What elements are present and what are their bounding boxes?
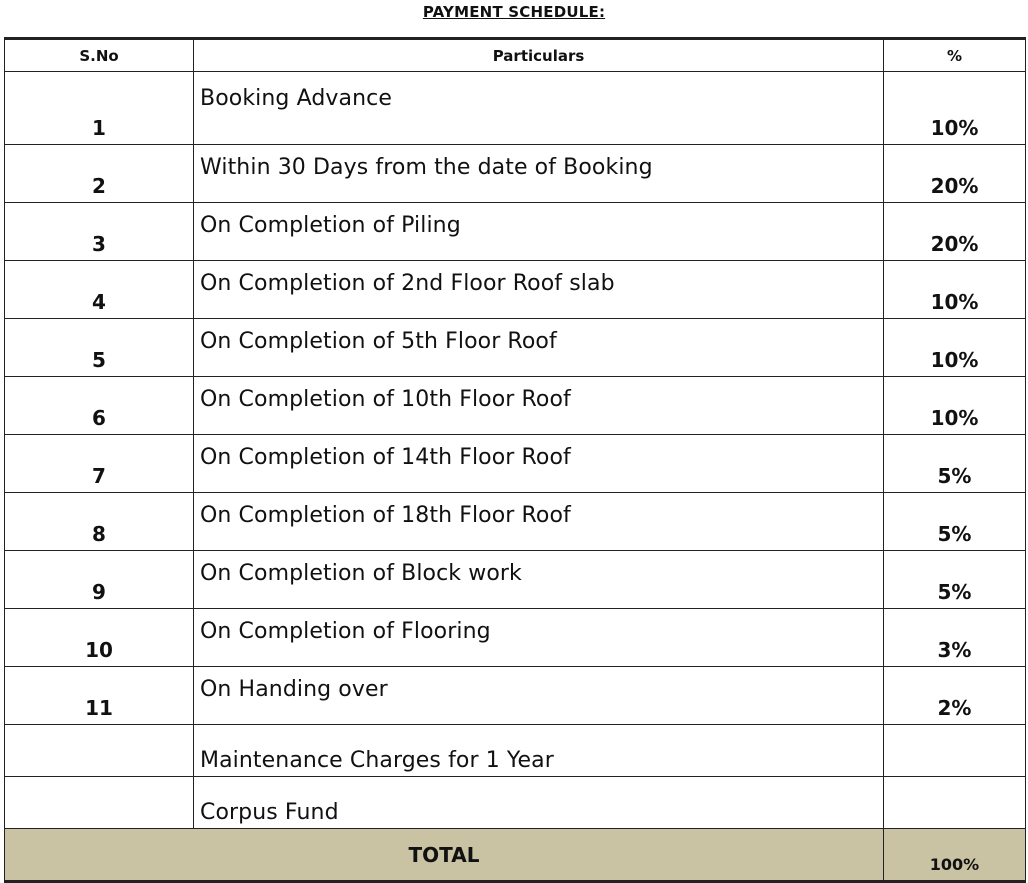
table-row	[5, 377, 1026, 435]
cell-particulars: Corpus Fund	[194, 777, 884, 829]
cell-percent: 20%	[884, 145, 1026, 203]
cell-percent	[884, 725, 1026, 777]
table-row	[5, 777, 1026, 829]
cell-particulars: On Completion of 14th Floor Roof	[194, 435, 884, 493]
table-row	[5, 667, 1026, 725]
table-row	[5, 319, 1026, 377]
cell-particulars: On Completion of Block work	[194, 551, 884, 609]
table-row	[5, 609, 1026, 667]
cell-particulars: On Completion of Flooring	[194, 609, 884, 667]
cell-sno: 11	[5, 667, 194, 725]
cell-sno	[5, 725, 194, 777]
total-label: TOTAL	[5, 829, 884, 882]
cell-sno: 6	[5, 377, 194, 435]
cell-percent: 5%	[884, 435, 1026, 493]
table-header-row	[5, 39, 1026, 72]
cell-particulars: Within 30 Days from the date of Booking	[194, 145, 884, 203]
header-sno: S.No	[5, 39, 194, 72]
cell-percent: 10%	[884, 319, 1026, 377]
table-row	[5, 551, 1026, 609]
cell-particulars: On Completion of 2nd Floor Roof slab	[194, 261, 884, 319]
table-row	[5, 261, 1026, 319]
total-percent: 100%	[884, 829, 1026, 882]
cell-sno: 8	[5, 493, 194, 551]
cell-percent: 5%	[884, 493, 1026, 551]
cell-sno: 5	[5, 319, 194, 377]
cell-particulars: Booking Advance	[194, 72, 884, 145]
cell-sno: 3	[5, 203, 194, 261]
cell-particulars: On Completion of 18th Floor Roof	[194, 493, 884, 551]
cell-particulars: On Completion of Piling	[194, 203, 884, 261]
table-row	[5, 72, 1026, 145]
table-row	[5, 725, 1026, 777]
cell-percent: 3%	[884, 609, 1026, 667]
header-percent: %	[884, 39, 1026, 72]
cell-percent	[884, 777, 1026, 829]
header-particulars: Particulars	[194, 39, 884, 72]
total-row	[5, 829, 1026, 882]
cell-percent: 10%	[884, 377, 1026, 435]
cell-sno: 1	[5, 72, 194, 145]
cell-sno	[5, 777, 194, 829]
cell-particulars: On Completion of 5th Floor Roof	[194, 319, 884, 377]
cell-sno: 9	[5, 551, 194, 609]
cell-particulars: On Completion of 10th Floor Roof	[194, 377, 884, 435]
payment-schedule-table	[4, 37, 1026, 883]
table-row	[5, 145, 1026, 203]
table-row	[5, 435, 1026, 493]
cell-sno: 4	[5, 261, 194, 319]
cell-percent: 2%	[884, 667, 1026, 725]
page-title: PAYMENT SCHEDULE:	[422, 3, 606, 21]
table-row	[5, 493, 1026, 551]
cell-percent: 20%	[884, 203, 1026, 261]
cell-percent: 5%	[884, 551, 1026, 609]
cell-percent: 10%	[884, 261, 1026, 319]
cell-particulars: Maintenance Charges for 1 Year	[194, 725, 884, 777]
table-row	[5, 203, 1026, 261]
cell-percent: 10%	[884, 72, 1026, 145]
cell-sno: 7	[5, 435, 194, 493]
cell-sno: 10	[5, 609, 194, 667]
cell-sno: 2	[5, 145, 194, 203]
cell-particulars: On Handing over	[194, 667, 884, 725]
